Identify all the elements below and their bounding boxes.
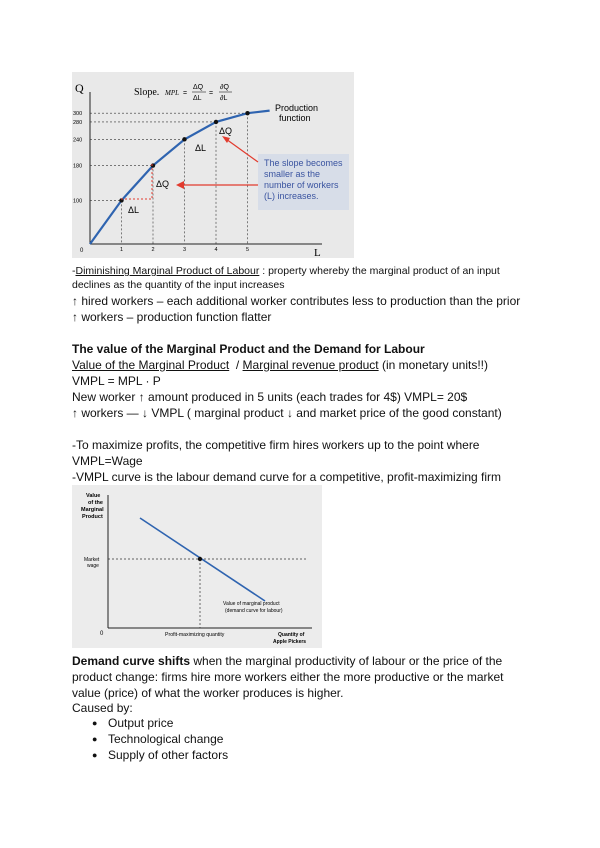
x-tick-label: Profit-maximizing quantity	[165, 632, 225, 638]
y-tick-label: 180	[73, 163, 83, 170]
callout-line-4: (L) increases.	[264, 191, 319, 201]
curve-label-1: Value of marginal product	[223, 601, 280, 607]
origin-label: 0	[80, 248, 84, 254]
production-function-chart	[72, 72, 354, 258]
delta-l-lower: ΔL	[128, 205, 140, 215]
wage-label-2: wage	[87, 563, 99, 569]
list-item: ● Technological change	[92, 731, 228, 747]
wage-label-1: Market	[84, 557, 100, 563]
slope-equals-2: =	[209, 90, 214, 97]
y-title-2: of the	[88, 500, 103, 506]
slope-mpl: MPL	[165, 89, 179, 97]
dmpl-term: Diminishing Marginal Product of Labour	[75, 265, 260, 277]
shifts-line-2: product change: firms hire more workers either the more productive or the market	[72, 670, 504, 684]
slope-dl2: ∂L	[220, 95, 228, 102]
x-tick-label: 3	[183, 247, 187, 253]
origin-label: 0	[100, 631, 104, 637]
x-title-2: Apple Pickers	[273, 639, 307, 645]
slope-dq: ΔQ	[193, 84, 204, 91]
x-tick-label: 5	[246, 247, 250, 253]
equilibrium-point	[198, 557, 202, 561]
dmpl-line-2: declines as the quantity of the input increases	[72, 279, 285, 291]
y-tick-label: 240	[73, 137, 83, 144]
list-item: ● Supply of other factors	[92, 747, 228, 763]
curve-label-2: (demand curve for labour)	[225, 608, 283, 614]
vmpl-line-1: Value of the Marginal Product / Marginal revenue product (in monetary units!!)	[72, 358, 488, 372]
curve-point	[245, 111, 249, 115]
labour-demand-chart	[72, 485, 322, 648]
y-axis-label: Q	[75, 81, 84, 95]
x-tick-label: 1	[120, 247, 124, 253]
slope-dl: ΔL	[193, 95, 202, 102]
callout-arrow-upper	[226, 139, 258, 162]
vmpl-line-4: ↑ workers — ↓ VMPL ( marginal product ↓ and market price of the good constant)	[72, 406, 502, 420]
labour-demand-figure	[72, 485, 322, 648]
curve-label-line1: Production	[275, 103, 319, 113]
dmpl-line-4: ↑ workers – production function flatter	[72, 310, 272, 324]
production-curve	[90, 111, 270, 244]
x-axis-label: L	[314, 247, 321, 258]
production-function-figure	[72, 72, 354, 258]
vmpl-formula: VMPL = MPL · P	[72, 374, 161, 388]
slope-dq2: ∂Q	[220, 84, 229, 91]
mrp-term: Marginal revenue product	[242, 358, 379, 372]
vmpl-line-3: New worker ↑ amount produced in 5 units (each trades for 4$) VMPL= 20$	[72, 390, 468, 404]
y-tick-label: 100	[73, 198, 83, 205]
y-tick-label: 300	[73, 111, 83, 118]
x-title-1: Quantity of	[278, 632, 305, 638]
vmpl-line-6: VMPL=Wage	[72, 454, 143, 468]
shifts-line-1: Demand curve shifts when the marginal productivity of labour or the price of the	[72, 654, 503, 668]
dmpl-line-3: ↑ hired workers – each additional worker contributes less to production than the prior	[72, 294, 521, 308]
callout-line-2: smaller as the	[264, 169, 321, 179]
curve-point	[151, 163, 155, 167]
vmpl-line-5: -To maximize profits, the competitive firm hires workers up to the point where	[72, 438, 480, 452]
y-title-3: Marginal	[81, 507, 104, 513]
dmpl-line-1: -Diminishing Marginal Product of Labour : property whereby the marginal product of an input	[72, 265, 500, 277]
vmpl-heading: The value of the Marginal Product and the Demand for Labour	[72, 342, 425, 356]
delta-q-lower: ΔQ	[156, 179, 170, 189]
callout-line-1: The slope becomes	[264, 158, 343, 168]
curve-point	[182, 137, 186, 141]
delta-triangle-lower	[121, 163, 152, 199]
callout-line-3: number of workers	[264, 180, 339, 190]
shifts-line-4: Caused by:	[72, 701, 133, 715]
vmp-term: Value of the Marginal Product	[72, 358, 230, 372]
vmpl-demand-curve	[140, 518, 265, 601]
curve-label-line2: function	[279, 113, 311, 123]
shifts-line-3: value (price) of what the worker produces is higher.	[72, 686, 344, 700]
list-item: ● Output price	[92, 715, 228, 731]
curve-point	[214, 120, 218, 124]
shift-causes-list	[92, 715, 228, 763]
delta-l-upper: ΔL	[195, 143, 207, 153]
slope-equals: =	[183, 90, 188, 97]
slope-label: Slope.	[134, 87, 160, 98]
x-tick-label: 4	[214, 247, 218, 253]
y-title-1: Value	[86, 493, 101, 499]
vmpl-line-7: -VMPL curve is the labour demand curve for a competitive, profit-maximizing firm	[72, 470, 502, 484]
x-tick-label: 2	[151, 247, 155, 253]
shifts-heading: Demand curve shifts	[72, 654, 191, 668]
delta-q-upper: ΔQ	[219, 126, 233, 136]
y-tick-label: 280	[73, 119, 83, 126]
y-title-4: Product	[82, 514, 103, 520]
